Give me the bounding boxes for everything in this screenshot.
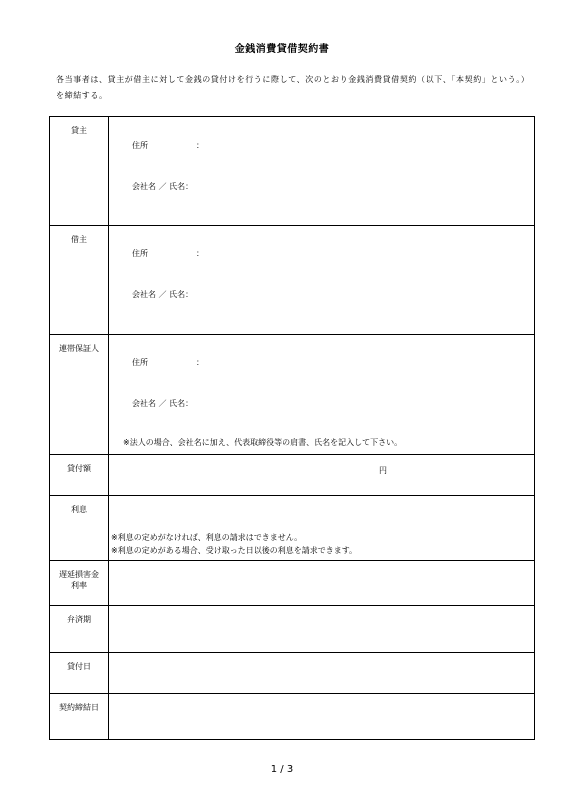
guarantor-address-colon: ： bbox=[196, 358, 204, 367]
guarantor-name-label: 会社名 ／ 氏名： bbox=[132, 399, 194, 408]
guarantor-note: ※法人の場合、会社名に加え、代表取締役等の肩書、氏名を記入して下さい。 bbox=[123, 438, 403, 447]
borrower-content-cell[interactable] bbox=[109, 226, 535, 335]
document-title: 金銭消費貸借契約書 bbox=[234, 44, 330, 55]
borrower-address-label: 住所 bbox=[132, 249, 148, 258]
lender-address-label: 住所 bbox=[132, 141, 148, 150]
late-damages-label-cell bbox=[50, 561, 109, 606]
late-damages-cell[interactable] bbox=[109, 561, 535, 606]
guarantor-row bbox=[50, 335, 535, 455]
guarantor-label: 連帯保証人 bbox=[59, 344, 99, 353]
loan-date-row bbox=[50, 653, 535, 694]
late-damages-label-line2: 利率 bbox=[71, 581, 87, 590]
interest-label: 利息 bbox=[71, 505, 87, 514]
borrower-name-label: 会社名 ／ 氏名： bbox=[132, 290, 194, 299]
contract-date-label-cell bbox=[50, 694, 109, 740]
interest-label-cell bbox=[50, 496, 109, 561]
late-damages-row bbox=[50, 561, 535, 606]
interest-cell[interactable] bbox=[109, 496, 535, 561]
loan-date-label-cell bbox=[50, 653, 109, 694]
lender-label: 貸主 bbox=[71, 126, 87, 135]
guarantor-content-cell[interactable] bbox=[109, 335, 535, 455]
repayment-date-label: 弁済期 bbox=[67, 615, 91, 624]
loan-amount-label: 貸付額 bbox=[67, 464, 91, 473]
guarantor-address-label: 住所 bbox=[132, 358, 148, 367]
page-number: 1 / 3 bbox=[270, 764, 294, 775]
interest-row bbox=[50, 496, 535, 561]
lender-row bbox=[50, 117, 535, 226]
repayment-date-cell[interactable] bbox=[109, 606, 535, 653]
contract-table bbox=[49, 116, 535, 740]
interest-note-2: ※利息の定めがある場合、受け取った日以後の利息を請求できます。 bbox=[111, 546, 358, 555]
contract-date-cell[interactable] bbox=[109, 694, 535, 740]
lender-label-cell bbox=[50, 117, 109, 226]
loan-amount-label-cell bbox=[50, 455, 109, 496]
guarantor-label-cell bbox=[50, 335, 109, 455]
borrower-address-field bbox=[132, 248, 204, 259]
lender-address-field bbox=[132, 140, 204, 151]
lender-name-label: 会社名 ／ 氏名： bbox=[132, 182, 194, 191]
lender-content-cell[interactable] bbox=[109, 117, 535, 226]
late-damages-label bbox=[50, 561, 108, 591]
loan-amount-row bbox=[50, 455, 535, 496]
repayment-date-row bbox=[50, 606, 535, 653]
loan-amount-cell[interactable] bbox=[109, 455, 535, 496]
lender-address-colon: ： bbox=[196, 141, 204, 150]
guarantor-address-field bbox=[132, 357, 204, 368]
borrower-row bbox=[50, 226, 535, 335]
loan-date-cell[interactable] bbox=[109, 653, 535, 694]
intro-paragraph: 各当事者は、貸主が借主に対して金銭の貸付けを行うに際して、次のとおり金銭消費貸借契約（以下、「本契約」という。）を締結する。 bbox=[56, 75, 526, 100]
loan-date-label: 貸付日 bbox=[67, 662, 91, 671]
interest-note-1: ※利息の定めがなければ、利息の請求はできません。 bbox=[111, 533, 303, 542]
late-damages-label-line1: 遅延損害金 bbox=[59, 570, 99, 579]
yen-unit: 円 bbox=[379, 466, 387, 475]
borrower-label: 借主 bbox=[71, 235, 87, 244]
contract-date-label: 契約締結日 bbox=[59, 703, 99, 712]
borrower-address-colon: ： bbox=[196, 249, 204, 258]
borrower-label-cell bbox=[50, 226, 109, 335]
contract-date-row bbox=[50, 694, 535, 740]
repayment-date-label-cell bbox=[50, 606, 109, 653]
